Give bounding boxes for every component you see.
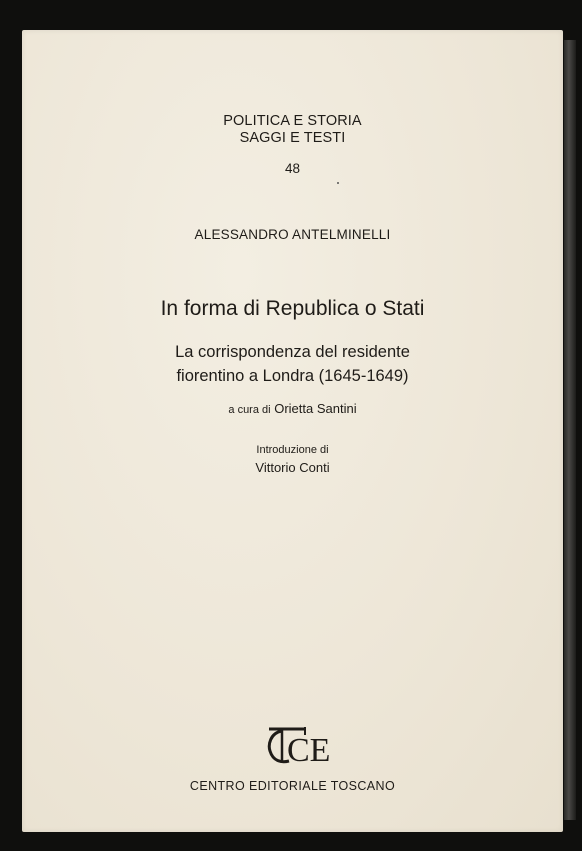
speck [337,182,339,184]
series-line-1: POLITICA E STORIA [223,113,362,129]
cet-monogram-logo-icon [265,723,330,769]
series-title [22,113,563,147]
curator-credit [22,401,563,416]
series-number: 48 [284,161,301,176]
svg-text:CE: CE [286,732,330,769]
subtitle-line-1: La corrispondenza del residente [175,343,410,361]
curator-name: Orietta Santini [274,401,357,416]
book-cover [22,30,563,832]
introduction-name: Vittorio Conti [255,460,330,475]
book-subtitle [22,340,563,388]
book-spine-edge [564,40,576,820]
curator-prefix: a cura di [228,404,271,416]
introduction-credit [22,442,563,476]
introduction-prefix: Introduzione di [256,444,329,456]
author-name: ALESSANDRO ANTELMINELLI [194,227,391,242]
series-line-2: SAGGI E TESTI [239,130,346,146]
publisher-name: CENTRO EDITORIALE TOSCANO [189,779,396,793]
publisher-logo [22,723,563,774]
subtitle-line-2: fiorentino a Londra (1645-1649) [176,367,409,385]
book-title: In forma di Republica o Stati [160,297,425,320]
